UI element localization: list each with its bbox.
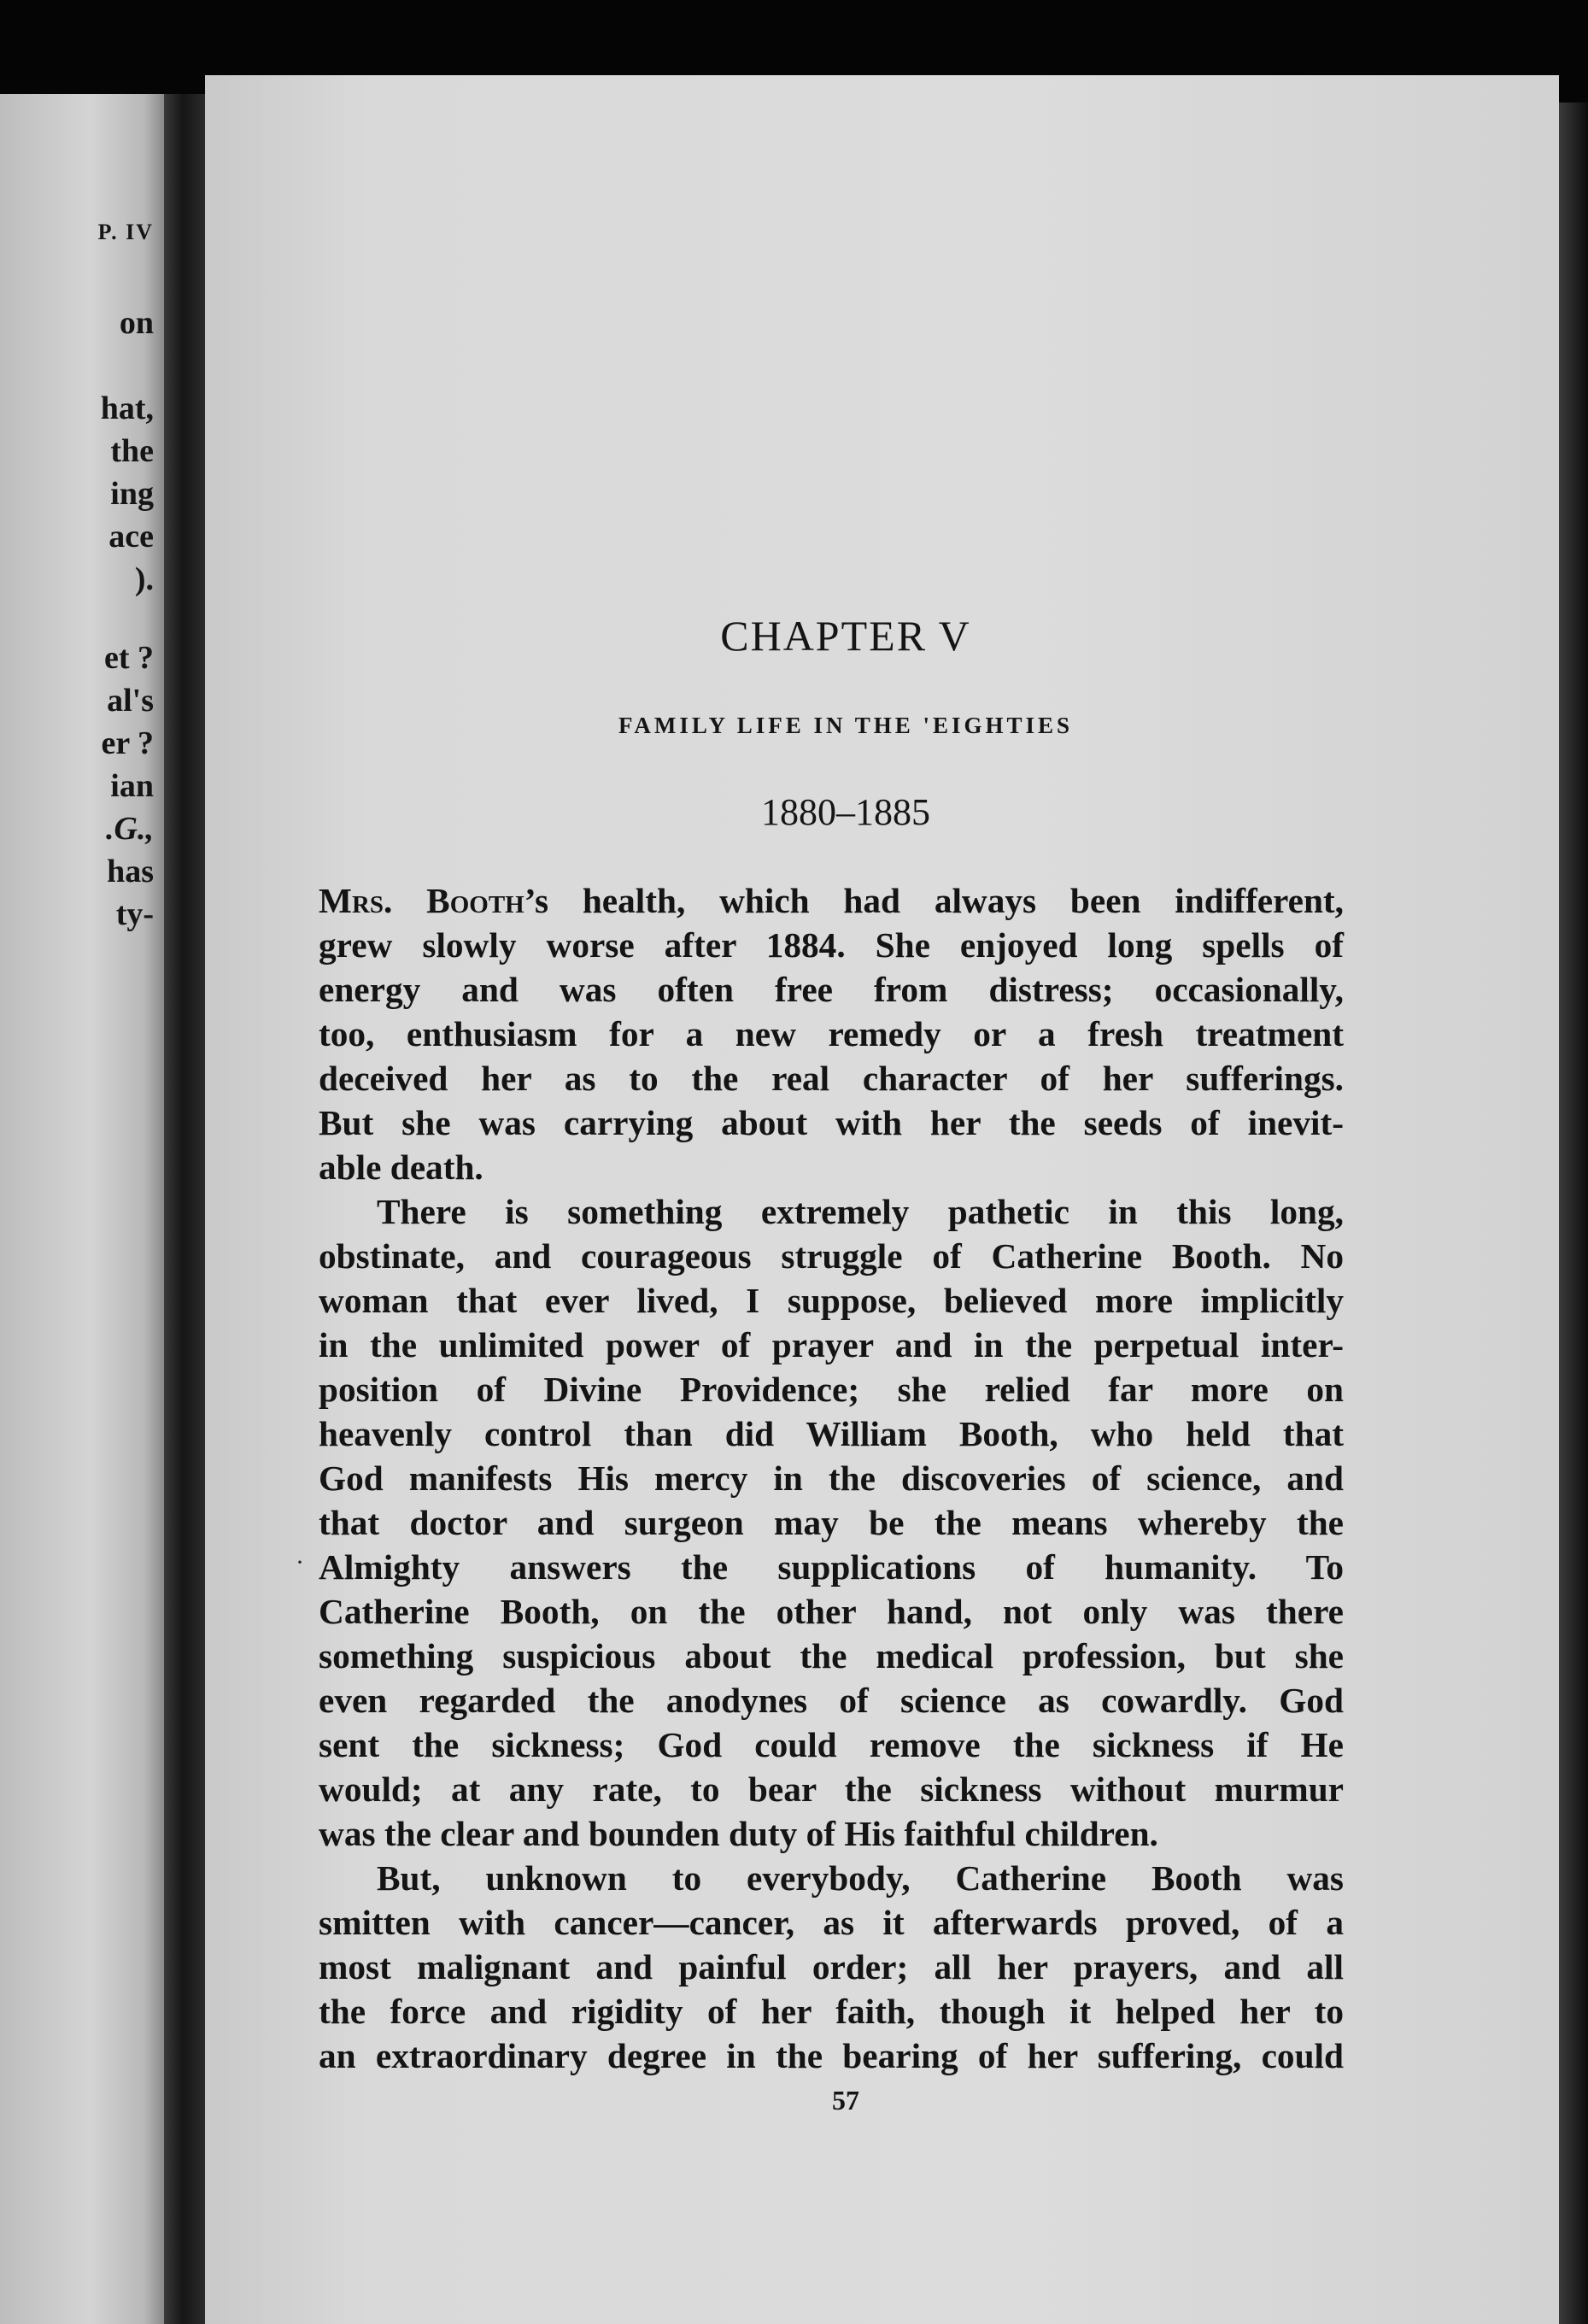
- chapter-subtitle: FAMILY LIFE IN THE 'EIGHTIES: [618, 713, 1074, 738]
- text-line: most malignant and painful order; all her prayers, and all: [319, 1947, 1344, 1987]
- text-line: able death.: [319, 1147, 483, 1187]
- text-line: something suspicious about the medical profession, but she: [319, 1636, 1344, 1676]
- text-line: But, unknown to everybody, Catherine Booth was: [377, 1858, 1344, 1898]
- text-line: an extraordinary degree in the bearing of her suffering, could: [319, 2036, 1344, 2075]
- text-line: heavenly control than did William Booth, who held that: [319, 1414, 1344, 1453]
- left-fragment: al's: [107, 683, 154, 719]
- text-line: sent the sickness; God could remove the sickness if He: [319, 1725, 1344, 1764]
- left-fragment: .G.,: [106, 811, 154, 847]
- text-line: energy and was often free from distress; occasionally,: [319, 970, 1344, 1009]
- text-line: was the clear and bounden duty of His faithful children.: [319, 1814, 1158, 1853]
- text-line: position of Divine Providence; she relied far more on: [319, 1370, 1344, 1409]
- left-fragment: ian: [110, 768, 154, 804]
- left-fragment: on: [119, 305, 154, 341]
- left-fragment: ing: [110, 476, 154, 512]
- body-text: [319, 878, 1344, 2078]
- text-line: that doctor and surgeon may be the means whereby the: [319, 1503, 1344, 1542]
- text-line: There is something extremely pathetic in this long,: [377, 1192, 1344, 1231]
- previous-page-edge: [0, 94, 164, 2324]
- left-fragment: ty-: [115, 896, 154, 932]
- text-line: deceived her as to the real character of her sufferings.: [319, 1059, 1344, 1098]
- text-line: too, enthusiasm for a new remedy or a fresh treatment: [319, 1014, 1344, 1053]
- text-line: God manifests His mercy in the discoveries of science, and: [319, 1458, 1344, 1498]
- left-fragment: et ?: [103, 640, 154, 676]
- opening-name: Mrs. Booth: [319, 881, 524, 920]
- left-fragment: has: [107, 854, 154, 889]
- text-line: woman that ever lived, I suppose, believed more implicitly: [319, 1281, 1344, 1320]
- left-fragment: the: [110, 433, 154, 469]
- text-line: the force and rigidity of her faith, though it helped her to: [319, 1992, 1344, 2031]
- book-spine-shadow: [164, 94, 205, 2324]
- margin-mark: ·: [296, 1548, 304, 1576]
- text-line: Mrs. Booth’s health, which had always been indifferent,: [319, 881, 1344, 920]
- text-line: grew slowly worse after 1884. She enjoyed long spells of: [319, 925, 1344, 965]
- right-page-edge: [1559, 103, 1588, 2324]
- text-line: But she was carrying about with her the seeds of inevit-: [319, 1103, 1344, 1142]
- left-fragment: P. IV: [97, 220, 154, 244]
- page-number: 57: [832, 2085, 859, 2116]
- text-line: even regarded the anodynes of science as cowardly. God: [319, 1681, 1344, 1720]
- text-line: in the unlimited power of prayer and in the perpetual inter-: [319, 1325, 1344, 1364]
- left-fragment: hat,: [100, 390, 154, 426]
- text-line: smitten with cancer—cancer, as it afterwards proved, of a: [319, 1903, 1344, 1942]
- left-fragment: ).: [134, 561, 154, 597]
- text-line: Catherine Booth, on the other hand, not only was there: [319, 1592, 1344, 1631]
- left-fragment: ace: [108, 519, 154, 555]
- text-line: would; at any rate, to bear the sickness without murmur: [319, 1769, 1344, 1809]
- text-line: Almighty answers the supplications of humanity. To: [319, 1547, 1344, 1587]
- text-line: obstinate, and courageous struggle of Catherine Booth. No: [319, 1236, 1344, 1276]
- chapter-title: CHAPTER V: [720, 612, 971, 660]
- chapter-dates: 1880–1885: [761, 791, 930, 833]
- left-fragment: er ?: [101, 725, 154, 761]
